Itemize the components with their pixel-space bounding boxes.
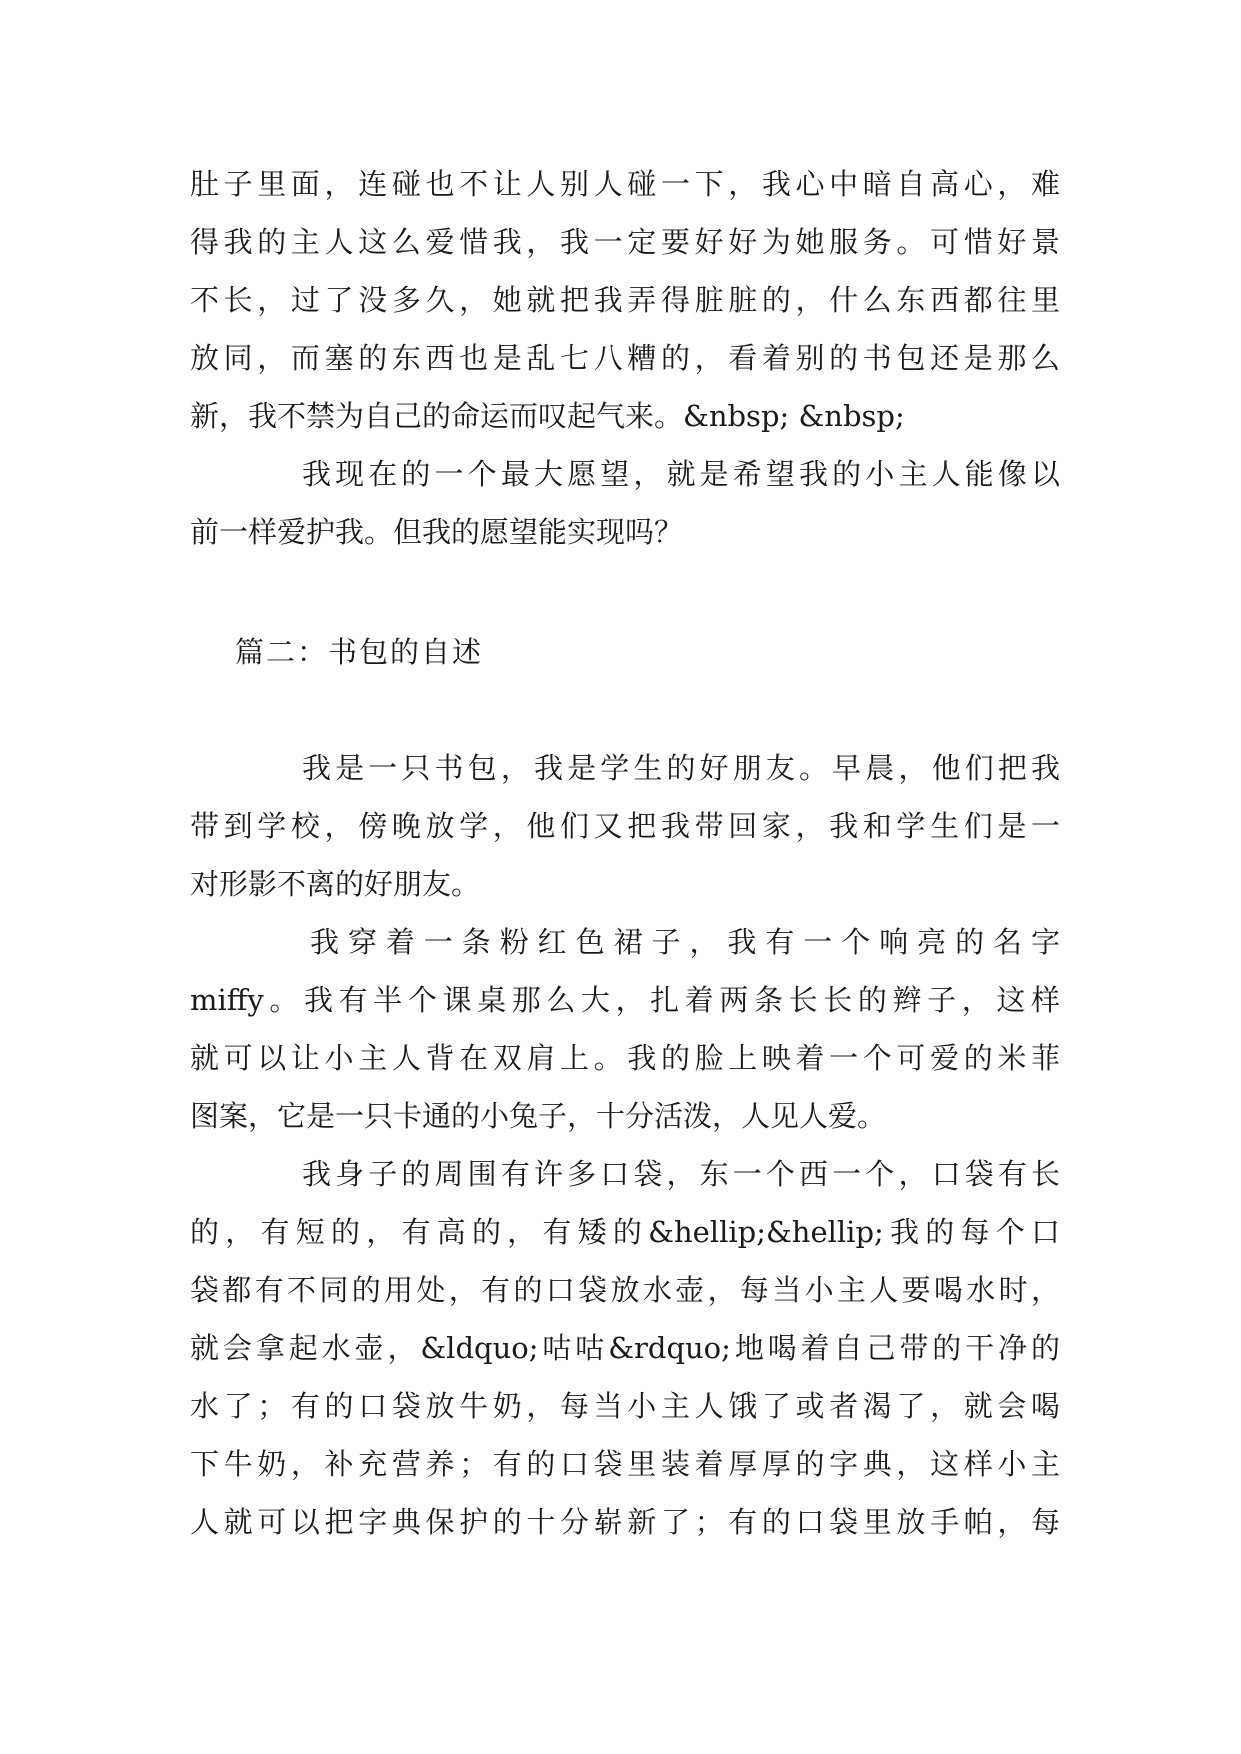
paragraph-line: 袋都有不同的用处，有的口袋放水壶，每当小主人要喝水时， xyxy=(190,1273,1060,1307)
paragraph-line: 前一样爱护我。但我的愿望能实现吗？ xyxy=(190,515,684,549)
paragraph-line: 水了；有的口袋放牛奶，每当小主人饿了或者渴了，就会喝 xyxy=(190,1389,1060,1423)
paragraph-line: 我穿着一条粉红色裙子，我有一个响亮的名字 xyxy=(310,925,1060,959)
paragraph-line: 得我的主人这么爱惜我，我一定要好好为她服务。可惜好景 xyxy=(190,225,1060,259)
paragraph-line: miffy。我有半个课桌那么大，扎着两条长长的辫子，这样 xyxy=(190,983,1060,1017)
paragraph-line: 带到学校，傍晚放学，他们又把我带回家，我和学生们是一 xyxy=(190,809,1060,843)
paragraph-line: 我身子的周围有许多口袋，东一个西一个，口袋有长 xyxy=(302,1157,1060,1191)
paragraph-line: 的，有短的，有高的，有矮的&hellip;&hellip;我的每个口 xyxy=(190,1215,1060,1249)
paragraph-line: 我是一只书包，我是学生的好朋友。早晨，他们把我 xyxy=(302,751,1060,785)
paragraph-line: 放同，而塞的东西也是乱七八糟的，看着别的书包还是那么 xyxy=(190,341,1060,375)
paragraph-line: 不长，过了没多久，她就把我弄得脏脏的，什么东西都往里 xyxy=(190,283,1060,317)
section-heading: 篇二：书包的自述 xyxy=(235,635,484,669)
paragraph-line: 新，我不禁为自己的命运而叹起气来。&nbsp; &nbsp; xyxy=(190,399,905,433)
paragraph-line: 对形影不离的好朋友。 xyxy=(190,867,481,901)
paragraph-line: 就会拿起水壶，&ldquo;咕咕&rdquo;地喝着自己带的干净的 xyxy=(190,1331,1060,1365)
paragraph-line: 图案，它是一只卡通的小兔子，十分活泼，人见人爱。 xyxy=(190,1099,887,1133)
paragraph-line: 人就可以把字典保护的十分崭新了；有的口袋里放手帕，每 xyxy=(190,1505,1060,1539)
paragraph-line: 肚子里面，连碰也不让人别人碰一下，我心中暗自高心，难 xyxy=(190,167,1060,201)
paragraph-line: 下牛奶，补充营养；有的口袋里装着厚厚的字典，这样小主 xyxy=(190,1447,1060,1481)
paragraph-line: 我现在的一个最大愿望，就是希望我的小主人能像以 xyxy=(302,457,1060,491)
paragraph-line: 就可以让小主人背在双肩上。我的脸上映着一个可爱的米菲 xyxy=(190,1041,1060,1075)
